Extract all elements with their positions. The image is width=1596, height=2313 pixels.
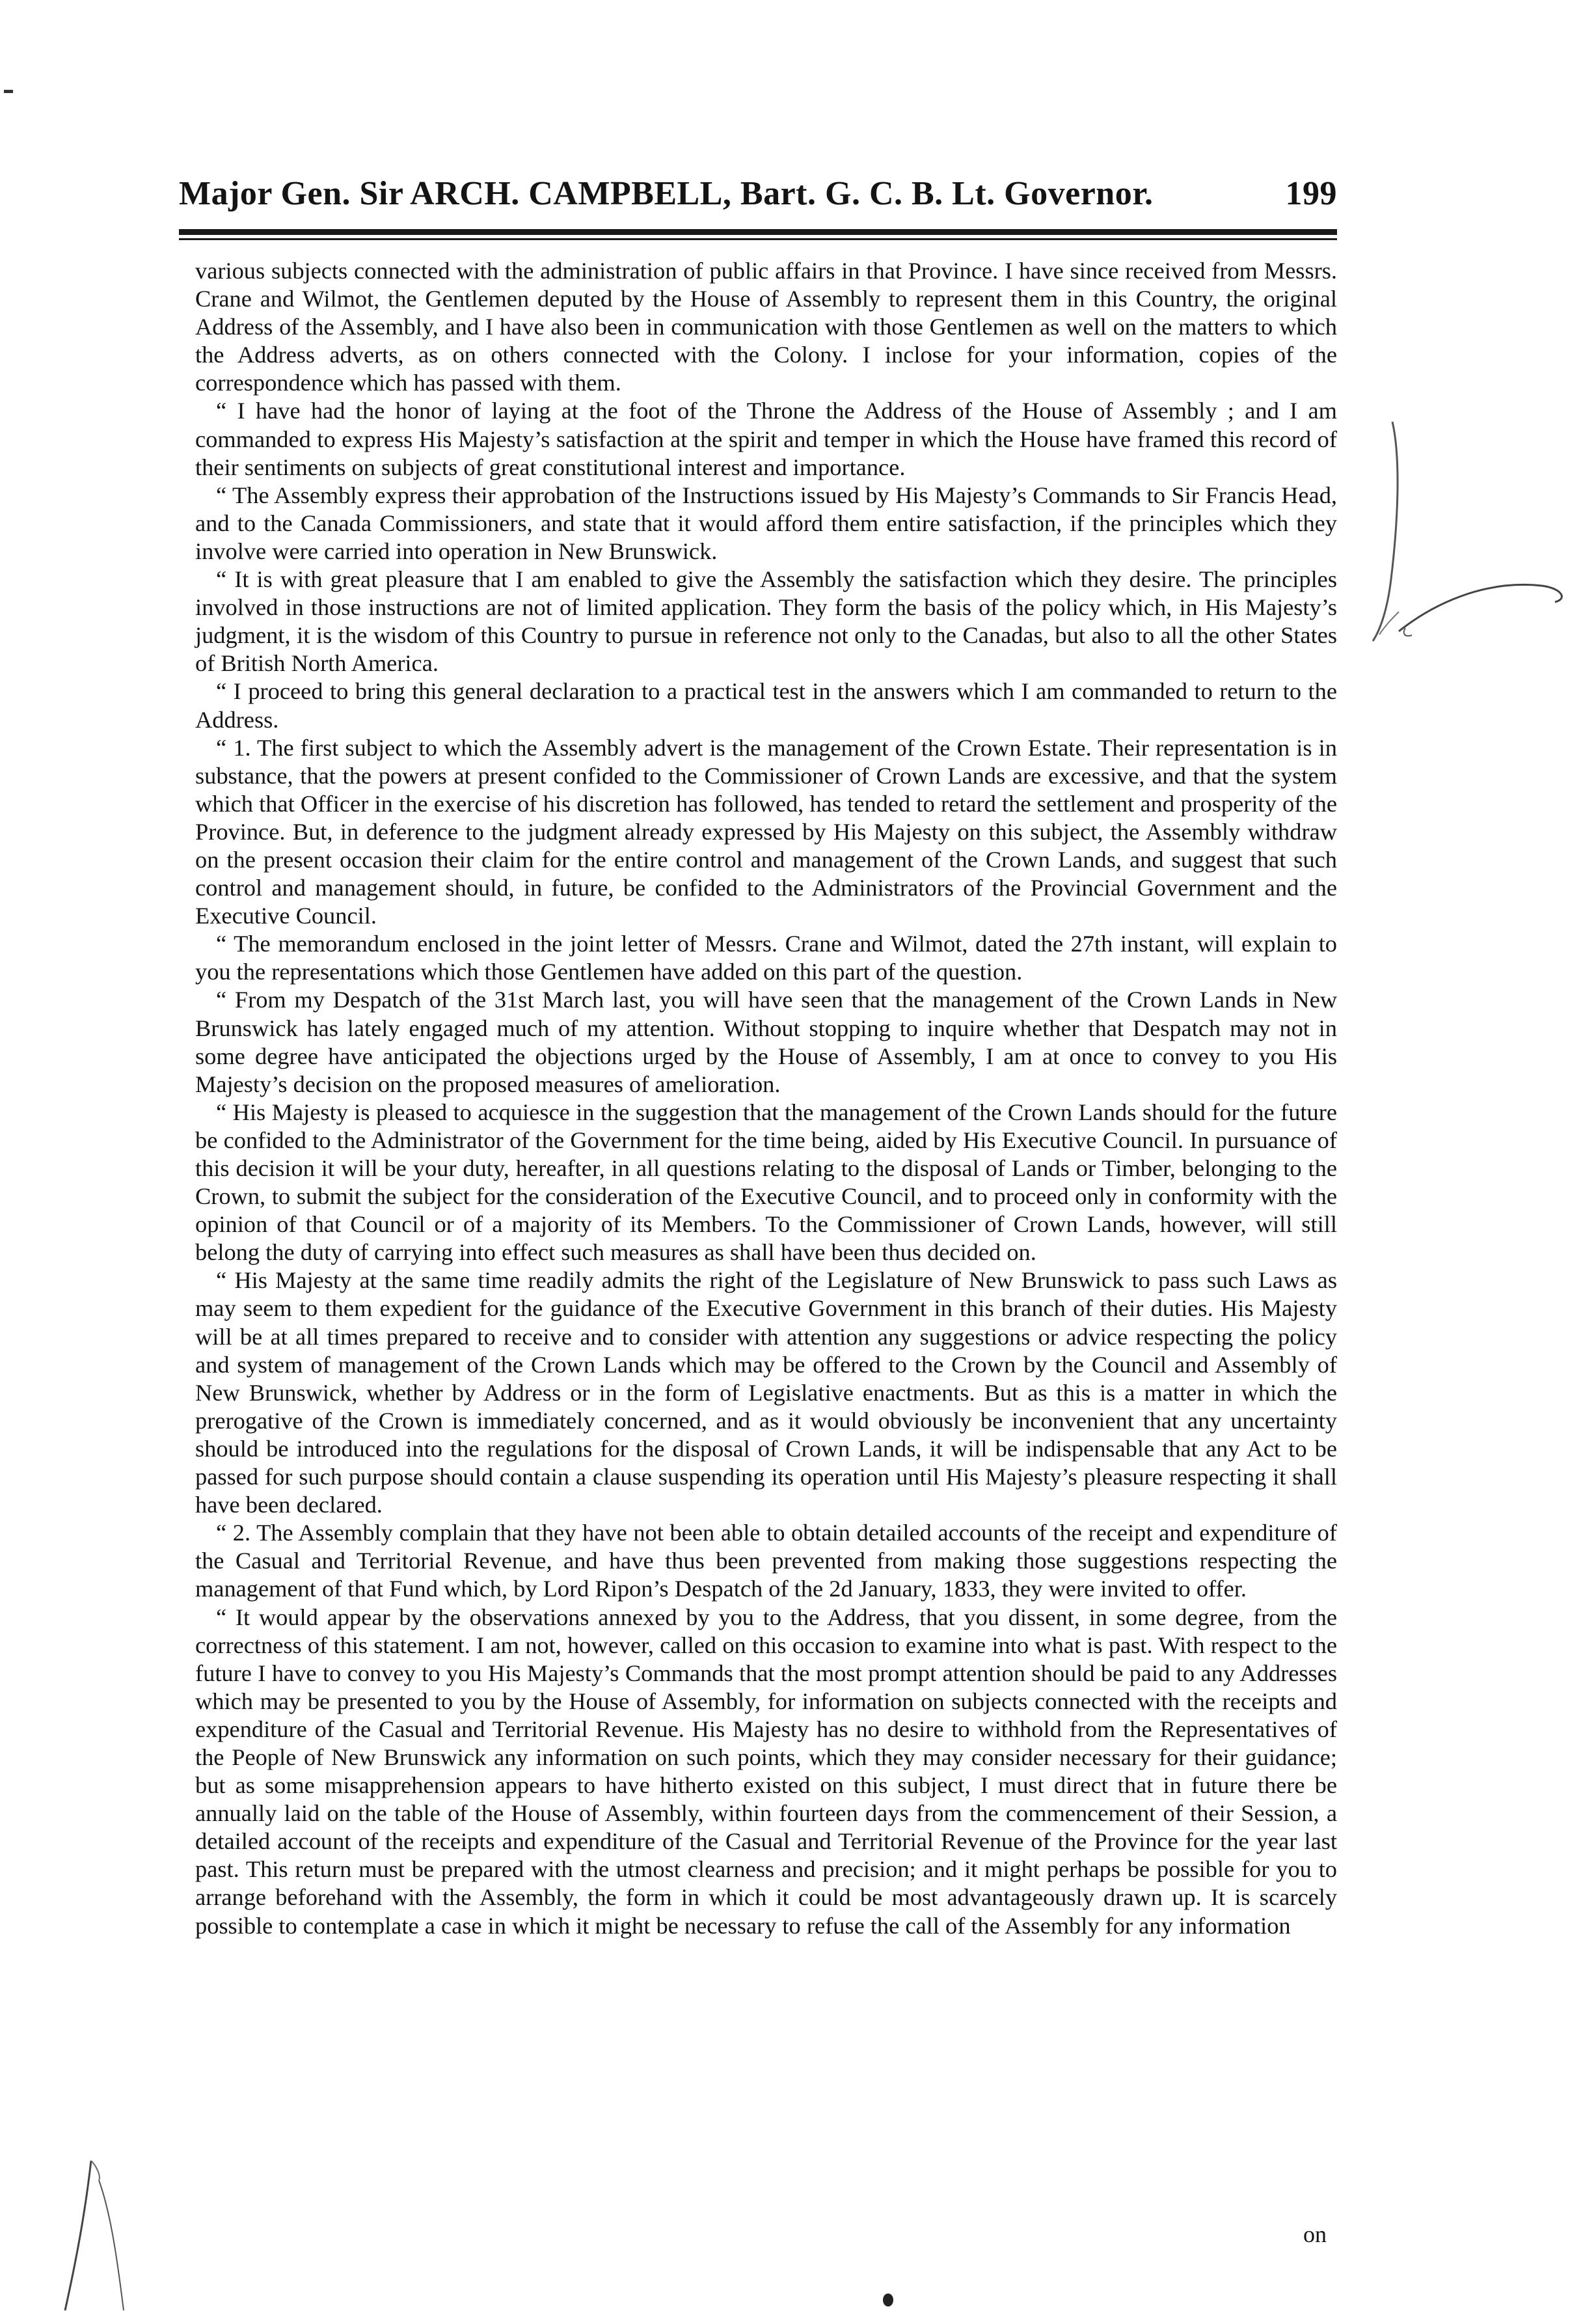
paragraph: “ 1. The first subject to which the Assembly advert is the management of the Crown Estate. Their representation is in substance, that the powers at present confided to the Commissioner of Crown Lands are excessive, and that the system which that Officer in the exercise of his discretion has followed, has tended to retard the settlement and prosperity of the Province. But, in deference to the judgment already expressed by His Majesty on this subject, the Assembly withdraw on the present occasion their claim for the entire control and management of the Crown Lands, and suggest that such control and management should, in future, be confided to the Administrators of the Provincial Government and the Executive Council. xyxy=(195,734,1337,929)
corner-pencil-mark xyxy=(26,2154,169,2313)
paragraph: “ I proceed to bring this general declaration to a practical test in the answers which I am commanded to return to the Address. xyxy=(195,678,1337,733)
paragraph: various subjects connected with the administration of public affairs in that Province. I have since received from Messrs. Crane and Wilmot, the Gentlemen deputed by the House of Assembly to represent them in this Country, the original Address of the Assembly, and I have also been in communication with those Gentlemen as well on the matters to which the Address adverts, as on others connected with the Colony. I inclose for your information, copies of the correspondence which has passed with them. xyxy=(195,258,1337,396)
scan-speck xyxy=(878,2291,898,2310)
running-header xyxy=(179,174,1337,213)
margin-flourish-mark xyxy=(1392,566,1588,651)
body-text xyxy=(195,257,1337,1940)
paragraph: “ The memorandum enclosed in the joint letter of Messrs. Crane and Wilmot, dated the 27th instant, will explain to you the representations which those Gentlemen have added on this part of the question. xyxy=(195,931,1337,985)
paragraph: “ 2. The Assembly complain that they have not been able to obtain detailed accounts of the receipt and expenditure of the Casual and Territorial Revenue, and have thus been prevented from making those suggestions respecting the management of that Fund which, by Lord Ripon’s Despatch of the 2d January, 1833, they were invited to offer. xyxy=(195,1520,1337,1602)
paragraph: “ His Majesty is pleased to acquiesce in the suggestion that the management of the Crown Lands should for the future be confided to the Administrator of the Government for the time being, aided by His Executive Council. In pursuance of this decision it will be your duty, hereafter, in all questions relating to the disposal of Lands or Timber, belonging to the Crown, to submit the subject for the consideration of the Executive Council, and to proceed only in conformity with the opinion of that Council or of a majority of its Members. To the Commissioner of Crown Lands, however, will still belong the duty of carrying into effect such measures as shall have been thus decided on. xyxy=(195,1099,1337,1266)
paragraph: “ It is with great pleasure that I am enabled to give the Assembly the satisfaction which they desire. The principles involved in those instructions are not of limited application. They form the basis of the policy which, in His Majesty’s judgment, it is the wisdom of this Country to pursue in reference not only to the Canadas, but also to all the other States of British North America. xyxy=(195,566,1337,677)
paragraph: “ The Assembly express their approbation of the Instructions issued by His Majesty’s Commands to Sir Francis Head, and to the Canada Commissioners, and state that it would afford them entire satisfaction, if the principles which they involve were carried into operation in New Brunswick. xyxy=(195,482,1337,564)
scan-speck xyxy=(0,85,20,98)
catchword: on xyxy=(1303,2221,1327,2247)
page-number: 199 xyxy=(1285,175,1337,212)
header-rule xyxy=(179,229,1337,235)
header-rule-thin xyxy=(179,238,1337,240)
paragraph: “ I have had the honor of laying at the foot of the Throne the Address of the House of Assembly ; and I am commanded to express His Majesty’s satisfaction at the spirit and temper in which the House have framed this record of their sentiments on subjects of great constitutional interest and importance. xyxy=(195,398,1337,480)
paragraph: “ His Majesty at the same time readily admits the right of the Legislature of New Brunswick to pass such Laws as may seem to them expedient for the guidance of the Executive Government in this branch of their duties. His Majesty will be at all times prepared to receive and to consider with attention any suggestions or advice respecting the policy and system of management of the Crown Lands which may be offered to the Crown by the Council and Assembly of New Brunswick, whether by Address or in the form of Legislative enactments. But as this is a matter in which the prerogative of the Crown is immediately concerned, and as it would obviously be inconvenient that any uncertainty should be introduced into the regulations for the disposal of Crown Lands, it will be indispensable that any Act to be passed for such purpose should contain a clause suspending its operation until His Majesty’s pleasure respecting it shall have been declared. xyxy=(195,1267,1337,1518)
paragraph: “ It would appear by the observations annexed by you to the Address, that you dissent, in some degree, from the correctness of this statement. I am not, however, called on this occasion to examine into what is past. With respect to the future I have to convey to you His Majesty’s Commands that the most prompt attention should be paid to any Addresses which may be presented to you by the House of Assembly, for information on subjects connected with the receipts and expenditure of the Casual and Territorial Revenue. His Majesty has no desire to withhold from the Representatives of the People of New Brunswick any information on such points, which they may consider necessary for their guidance; but as some misapprehension appears to have hitherto existed on this subject, I must direct that in future there be annually laid on the table of the House of Assembly, within fourteen days from the commencement of their Session, a detailed account of the receipts and expenditure of the Casual and Territorial Revenue of the Province for the year last past. This return must be prepared with the utmost clearness and precision; and it might perhaps be possible for you to arrange beforehand with the Assembly, the form in which it could be most advantageously drawn up. It is scarcely possible to contemplate a case in which it might be necessary to refuse the call of the Assembly for any information xyxy=(195,1604,1337,1939)
paragraph: “ From my Despatch of the 31st March last, you will have seen that the management of the Crown Lands in New Brunswick has lately engaged much of my attention. Without stopping to inquire whether that Despatch may not in some degree have anticipated the objections urged by the House of Assembly, I am at once to convey to you His Majesty’s decision on the proposed measures of amelioration. xyxy=(195,987,1337,1097)
header-title: Major Gen. Sir ARCH. CAMPBELL, Bart. G. C. B. Lt. Governor. xyxy=(179,175,1154,212)
